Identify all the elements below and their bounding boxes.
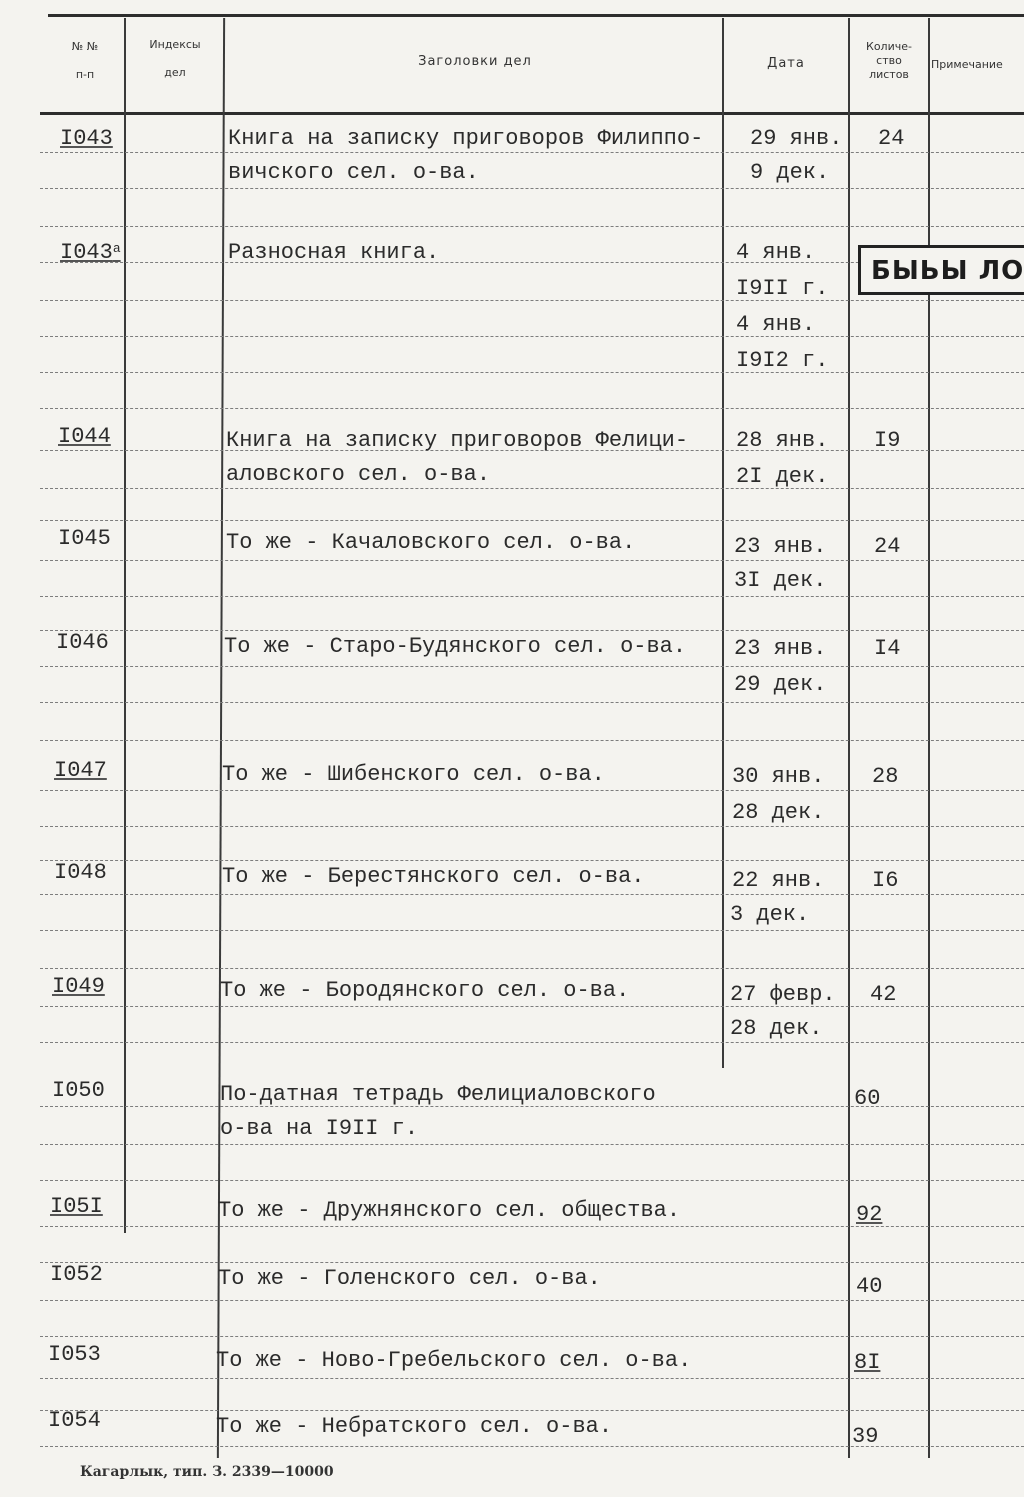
row-date: I9II г. (736, 276, 829, 301)
column-divider-count (928, 18, 930, 1458)
row-number: I049 (52, 974, 105, 999)
row-title-line: аловского сел. о-ва. (226, 462, 491, 487)
row-date: 9 дек. (750, 160, 830, 185)
column-divider-index (217, 18, 225, 1458)
row-sheet-count: 92 (856, 1202, 883, 1227)
row-title-line: То же - Бородянского сел. о-ва. (220, 978, 630, 1003)
row-rule (40, 1144, 1024, 1145)
row-rule (40, 226, 1024, 227)
header-title: Заголовки дел (418, 54, 532, 69)
header-count-line1: Количе- (866, 40, 912, 53)
header-index-line1: Индексы (149, 38, 201, 51)
row-rule (40, 666, 1024, 667)
row-rule (40, 596, 1024, 597)
row-date: 29 дек. (734, 672, 827, 697)
row-rule (40, 930, 1024, 931)
row-date: 3I дек. (734, 568, 827, 593)
row-number: I048 (54, 860, 107, 885)
row-title-line: Разносная книга. (228, 240, 440, 265)
row-sheet-count: I6 (872, 868, 899, 893)
row-number (60, 236, 121, 270)
row-date: 28 дек. (732, 800, 825, 825)
header-num (55, 40, 115, 82)
row-number: I045 (58, 526, 111, 551)
row-rule (40, 968, 1024, 969)
row-date: 23 янв. (734, 636, 827, 661)
row-rule (40, 372, 1024, 373)
row-rule (40, 408, 1024, 409)
row-title-line: То же - Голенского сел. о-ва. (218, 1266, 601, 1291)
printer-imprint: Кагарлык, тип. З. 2339—10000 (80, 1464, 334, 1480)
header-bottom-rule (40, 112, 1024, 115)
row-number: I054 (48, 1408, 101, 1433)
row-number: I046 (56, 630, 109, 655)
row-title-line: о-ва на I9II г. (220, 1116, 419, 1141)
row-rule (40, 488, 1024, 489)
column-divider-num (124, 18, 126, 1233)
row-date: 23 янв. (734, 534, 827, 559)
row-number: I05I (50, 1194, 103, 1219)
row-sheet-count: 24 (874, 534, 901, 559)
stamp: БЫЬЫ ЛО (858, 245, 1024, 295)
row-number: I050 (52, 1078, 105, 1103)
row-rule (40, 702, 1024, 703)
header-index-line2: дел (164, 66, 186, 79)
row-date: 29 янв. (750, 126, 843, 151)
header-date: Дата (767, 56, 805, 71)
row-date: I9I2 г. (736, 348, 829, 373)
header-count-line3: листов (869, 68, 909, 81)
row-number: I047 (54, 758, 107, 783)
row-title-line: То же - Небратского сел. о-ва. (216, 1414, 613, 1439)
row-rule (40, 1180, 1024, 1181)
row-sheet-count: 39 (852, 1424, 879, 1449)
row-number: I044 (58, 424, 111, 449)
row-rule (40, 1042, 1024, 1043)
column-divider-title (722, 18, 724, 1068)
header-index (130, 38, 220, 80)
row-sheet-count: 60 (854, 1086, 881, 1111)
row-title-line: То же - Старо-Будянского сел. о-ва. (224, 634, 687, 659)
row-title-line: Книга на записку приговоров Филиппо- (228, 126, 704, 151)
row-rule (40, 520, 1024, 521)
row-sheet-count: 28 (872, 764, 899, 789)
row-sheet-count: 40 (856, 1274, 883, 1299)
row-rule (40, 300, 1024, 301)
row-number-suffix: а (112, 241, 121, 256)
header-num-line2: п-п (75, 68, 95, 81)
row-title-line: Книга на записку приговоров Фелици- (226, 428, 689, 453)
row-sheet-count: 24 (878, 126, 905, 151)
row-number: I043 (60, 126, 113, 151)
header-note: Примечание (931, 58, 1003, 71)
row-title-line: То же - Берестянского сел. о-ва. (222, 864, 645, 889)
row-rule (40, 188, 1024, 189)
header-top-rule (48, 14, 1024, 17)
column-divider-date (848, 18, 850, 1458)
row-title-line: По-датная тетрадь Фелициаловского (220, 1082, 656, 1107)
row-title-line: То же - Шибенского сел. о-ва. (222, 762, 605, 787)
row-date: 28 янв. (736, 428, 829, 453)
row-date: 22 янв. (732, 868, 825, 893)
row-number: I052 (50, 1262, 103, 1287)
row-rule (40, 740, 1024, 741)
header-count (850, 40, 928, 82)
row-date: 27 февр. (730, 982, 836, 1007)
row-sheet-count: I9 (874, 428, 901, 453)
row-title-line: вичского сел. о-ва. (228, 160, 479, 185)
row-number: I053 (48, 1342, 101, 1367)
row-number-main: I043 (60, 240, 113, 265)
row-date: 4 янв. (736, 240, 816, 265)
row-rule (40, 826, 1024, 827)
row-sheet-count: I4 (874, 636, 901, 661)
row-sheet-count: 42 (870, 982, 897, 1007)
row-rule (40, 1336, 1024, 1337)
row-date: 3 дек. (730, 902, 810, 927)
row-title-line: То же - Ново-Гребельского сел. о-ва. (216, 1348, 692, 1373)
row-sheet-count: 8I (854, 1350, 881, 1375)
header-count-line2: ство (876, 54, 902, 67)
header-num-line1: № № (71, 40, 99, 53)
row-date: 30 янв. (732, 764, 825, 789)
row-title-line: То же - Качаловского сел. о-ва. (226, 530, 636, 555)
row-date: 2I дек. (736, 464, 829, 489)
row-date: 28 дек. (730, 1016, 823, 1041)
row-rule (40, 336, 1024, 337)
row-title-line: То же - Дружнянского сел. общества. (218, 1198, 681, 1223)
row-date: 4 янв. (736, 312, 816, 337)
